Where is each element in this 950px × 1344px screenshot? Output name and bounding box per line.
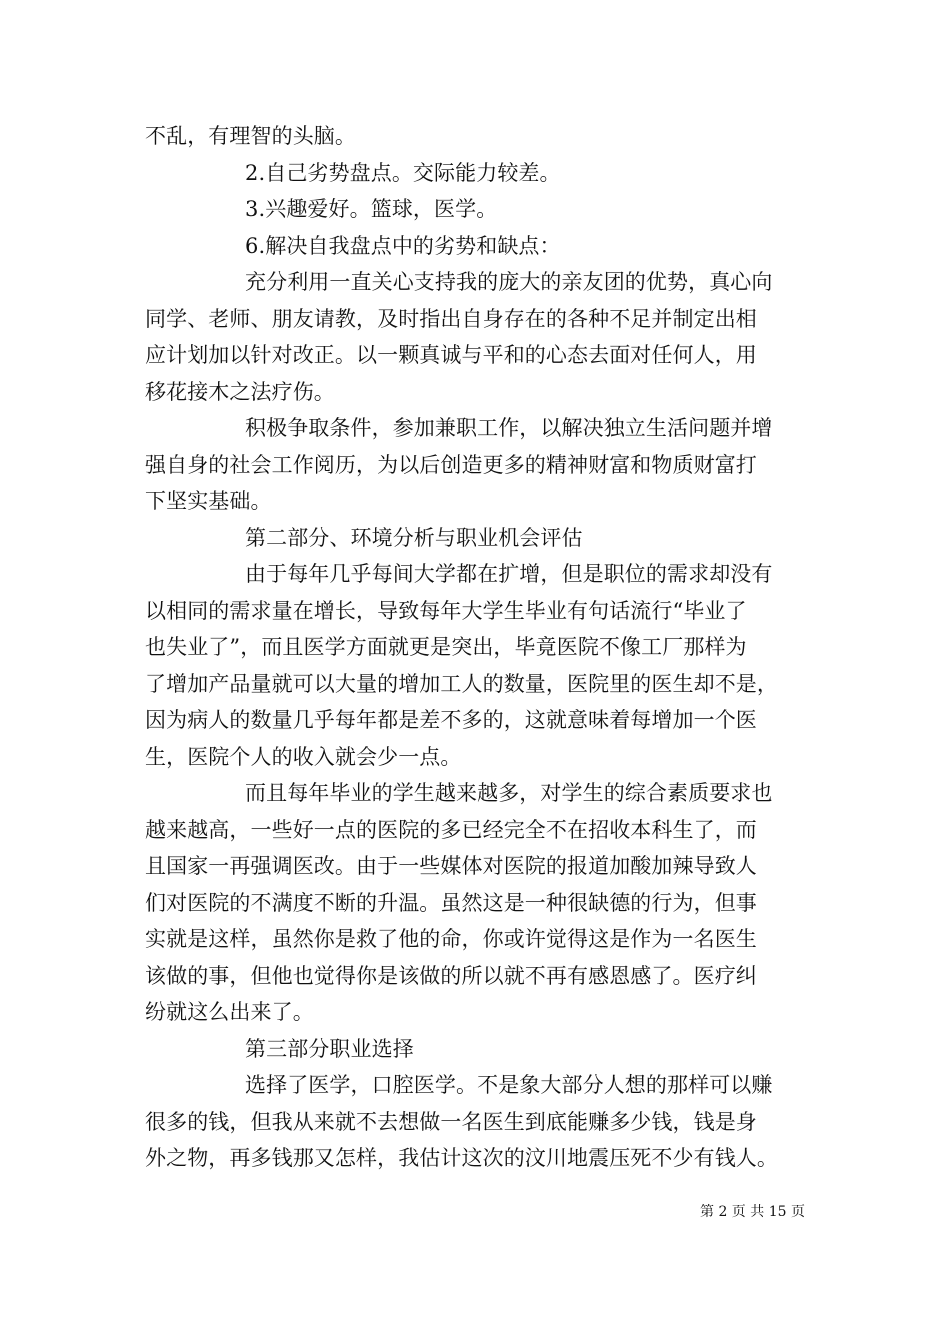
document-body [145, 118, 807, 1177]
text-line: 下坚实基础。 [145, 489, 272, 513]
text-line: 该做的事，但他也觉得你是该做的所以就不再有感恩感了。医疗纠 [145, 963, 757, 988]
text-line: 纷就这么出来了。 [145, 1000, 314, 1024]
text-line: 第三部分职业选择 [245, 1036, 414, 1061]
text-line: 应计划加以针对改正。以一颗真诚与平和的心态去面对任何人，用 [145, 343, 757, 367]
text-line: 移花接木之法疗伤。 [145, 379, 335, 404]
text-line: 且国家一再强调医改。由于一些媒体对医院的报道加酸加辣导致人 [145, 854, 757, 878]
text-line: 6.解决自我盘点中的劣势和缺点： [245, 233, 561, 258]
text-line: 积极争取条件，参加兼职工作，以解决独立生活问题并增 [245, 416, 773, 440]
text-line: 实就是这样，虽然你是救了他的命，你或许觉得这是作为一名医生 [145, 927, 757, 951]
text-line: 第二部分、环境分析与职业机会评估 [245, 525, 583, 550]
text-line: 由于每年几乎每间大学都在扩增，但是职位的需求却没有 [245, 562, 773, 586]
text-line: 同学、老师、朋友请教，及时指出自身存在的各种不足并制定出相 [145, 306, 757, 331]
text-line: 以相同的需求量在增长，导致每年大学生毕业有句话流行“毕业了 [145, 598, 747, 623]
text-line: 强自身的社会工作阅历，为以后创造更多的精神财富和物质财富打 [145, 452, 757, 477]
text-line: 因为病人的数量几乎每年都是差不多的，这就意味着每增加一个医 [145, 708, 757, 732]
text-line: 2.自己劣势盘点。交际能力较差。 [245, 160, 561, 185]
text-line: 越来越高，一些好一点的医院的多已经完全不在招收本科生了，而 [145, 817, 757, 842]
text-line: 选择了医学，口腔医学。不是象大部分人想的那样可以赚 [245, 1073, 773, 1097]
text-line: 生，医院个人的收入就会少一点。 [145, 744, 462, 769]
text-line: 外之物，再多钱那又怎样，我估计这次的汶川地震压死不少有钱人。 [145, 1146, 778, 1170]
text-line: 3.兴趣爱好。篮球，医学。 [245, 197, 498, 221]
text-line: 们对医院的不满度不断的升温。虽然这是一种很缺德的行为，但事 [145, 890, 757, 915]
text-line: 不乱，有理智的头脑。 [145, 124, 356, 148]
text-line: 了增加产品量就可以大量的增加工人的数量，医院里的医生却不是， [145, 671, 778, 696]
text-line: 很多的钱，但我从来就不去想做一名医生到底能赚多少钱，钱是身 [145, 1109, 757, 1134]
text-line: 也失业了”，而且医学方面就更是突出，毕竟医院不像工厂那样为 [145, 635, 747, 659]
text-line: 充分利用一直关心支持我的庞大的亲友团的优势，真心向 [245, 270, 773, 294]
text-line: 而且每年毕业的学生越来越多，对学生的综合素质要求也 [245, 781, 773, 805]
page-number-footer: 第 2 页 共 15 页 [700, 1204, 805, 1220]
